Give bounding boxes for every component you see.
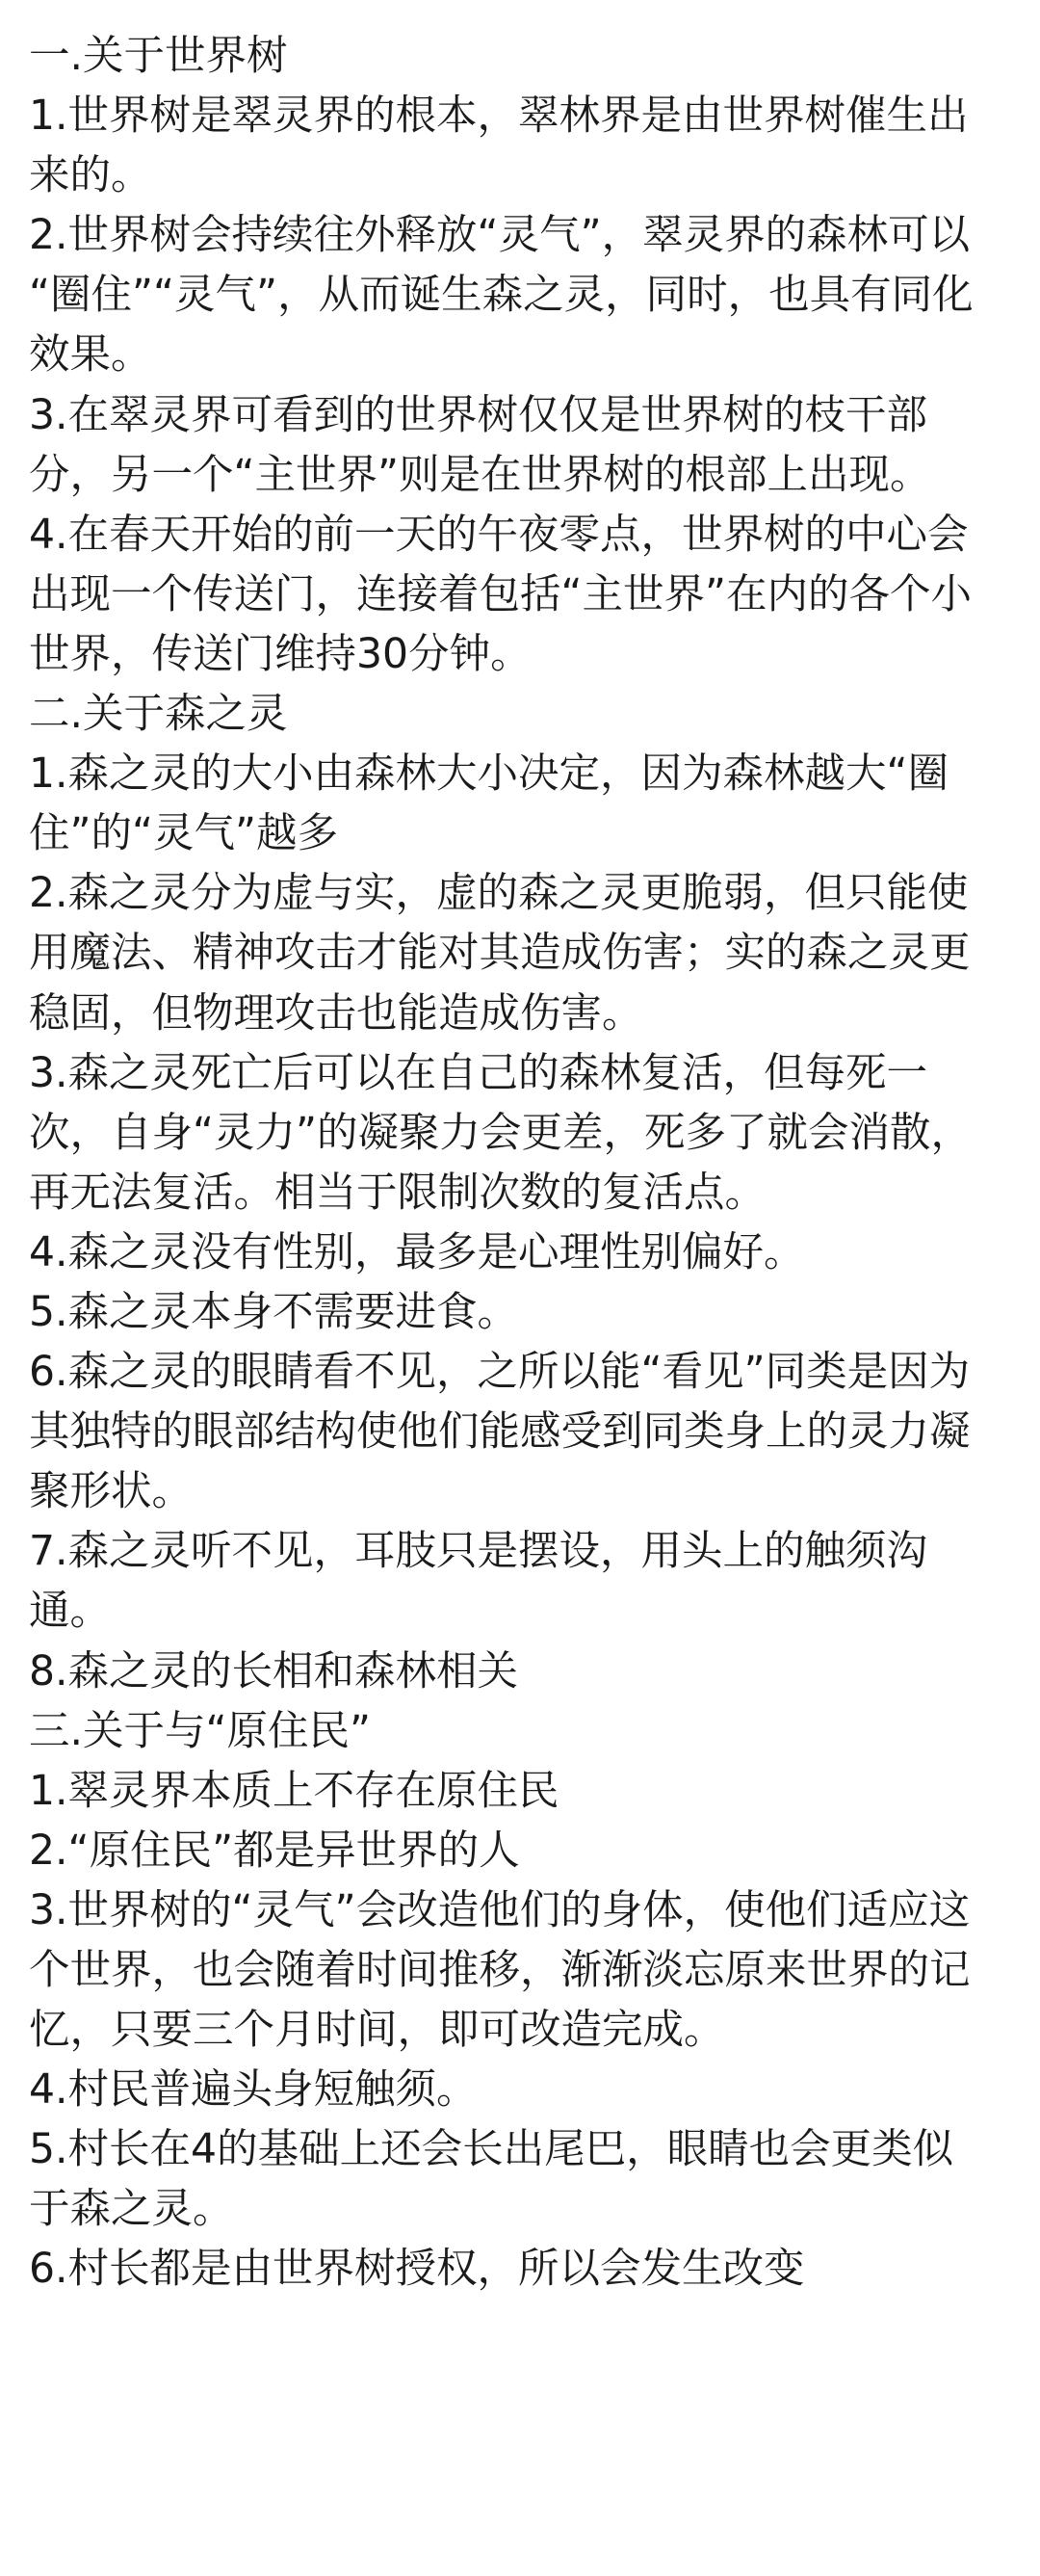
paragraph: 6.森之灵的眼睛看不见，之所以能“看见”同类是因为 其独特的眼部结构使他们能感受到同类身上的灵力凝 聚形状。 [29, 1349, 971, 1516]
paragraph: 5.森之灵本身不需要进食。 [29, 1288, 519, 1336]
paragraph: 1.世界树是翠灵界的根本，翠林界是由世界树催生出 来的。 [29, 92, 969, 200]
heading-forest-spirit: 二.关于森之灵 [29, 691, 288, 739]
paragraph: 8.森之灵的长相和森林相关 [29, 1647, 519, 1695]
paragraph: 1.森之灵的大小由森林大小决定，因为森林越大“圈 住”的“灵气”越多 [29, 750, 949, 858]
paragraph: 2.“原住民”都是异世界的人 [29, 1827, 520, 1875]
paragraph: 5.村长在4的基础上还会长出尾巴，眼睛也会更类似 于森之灵。 [29, 2126, 954, 2234]
paragraph: 4.村民普遍头身短触须。 [29, 2066, 478, 2115]
paragraph: 2.世界树会持续往外释放“灵气”，翠灵界的森林可以 “圈住”“灵气”，从而诞生森之灵，同时，也具有同化 效果。 [29, 212, 974, 380]
heading-natives: 三.关于与“原住民” [29, 1707, 372, 1755]
paragraph: 3.世界树的“灵气”会改造他们的身体，使他们适应这 个世界，也会随着时间推移，渐渐淡忘原来世界的记 忆，只要三个月时间，即可改造完成。 [29, 1886, 971, 2055]
document-body [29, 27, 1015, 2300]
paragraph: 7.森之灵听不见，耳肢只是摆设，用头上的触须沟 通。 [29, 1528, 928, 1636]
paragraph: 6.村长都是由世界树授权，所以会发生改变 [29, 2246, 805, 2294]
paragraph: 1.翠灵界本质上不存在原住民 [29, 1767, 559, 1815]
heading-world-tree: 一.关于世界树 [29, 33, 288, 80]
paragraph: 4.在春天开始的前一天的午夜零点，世界树的中心会 出现一个传送门，连接着包括“主世界”在内的各个小 世界，传送门维持30分钟。 [29, 511, 973, 678]
paragraph: 3.在翠灵界可看到的世界树仅仅是世界树的枝干部 分，另一个“主世界”则是在世界树的根部上出现。 [29, 391, 931, 499]
paragraph: 4.森之灵没有性别，最多是心理性别偏好。 [29, 1228, 805, 1276]
paragraph: 3.森之灵死亡后可以在自己的森林复活，但每死一 次，自身“灵力”的凝聚力会更差，死多了就会消散， 再无法复活。相当于限制次数的复活点。 [29, 1049, 973, 1217]
paragraph: 2.森之灵分为虚与实，虚的森之灵更脆弱，但只能使 用魔法、精神攻击才能对其造成伤害；实的森之灵更 稳固，但物理攻击也能造成伤害。 [29, 870, 971, 1038]
